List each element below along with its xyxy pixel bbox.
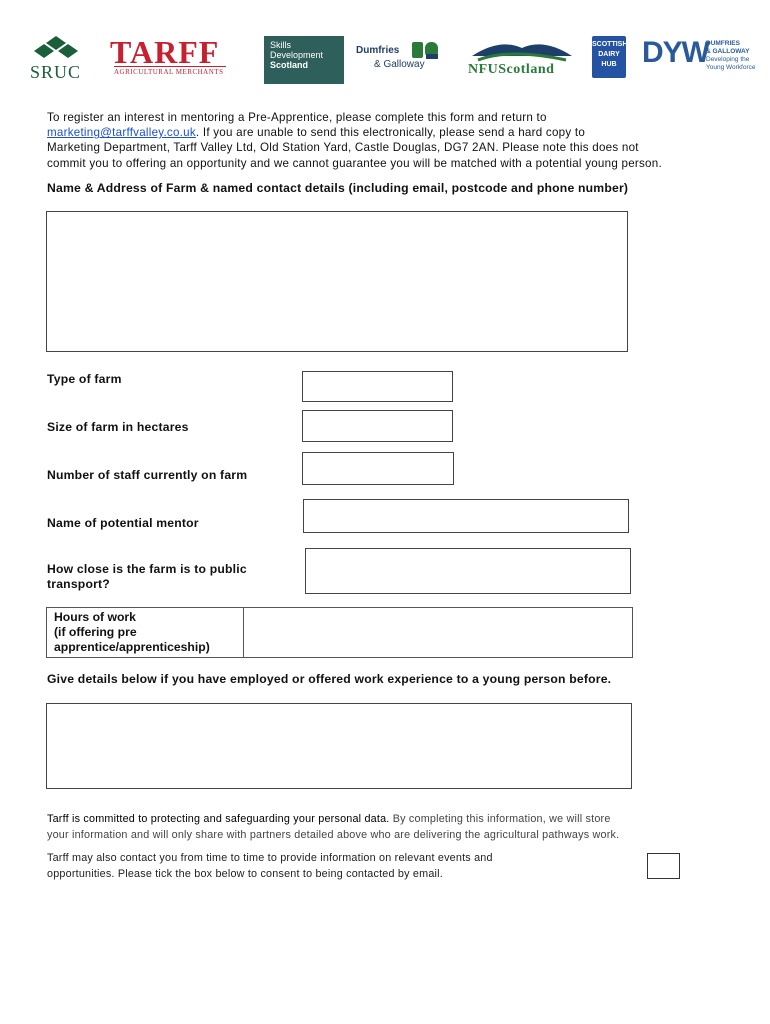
name-address-label: Name & Address of Farm & named contact details (including email, postcode and phone number): [47, 181, 629, 195]
farm-size-label: Size of farm in hectares: [47, 420, 189, 434]
dairy-line-1: SCOTTISH: [592, 41, 628, 48]
transport-label-line-1: How close is the farm is to public: [47, 562, 247, 576]
sds-line-1: Skills: [270, 40, 292, 50]
dairy-line-2: DAIRY: [598, 51, 620, 58]
intro-line-2: [47, 125, 727, 140]
staff-count-label: Number of staff currently on farm: [47, 468, 248, 482]
intro-line-2-rest: . If you are unable to send this electronically, please send a hard copy to: [195, 126, 586, 140]
experience-field[interactable]: [46, 703, 632, 789]
hours-label-line-2: (if offering pre: [54, 625, 137, 639]
name-address-field[interactable]: [46, 211, 628, 352]
dyw-sub-line-3: Developing the: [706, 56, 750, 63]
hours-of-work-label: [47, 608, 244, 658]
nfu-scotland-logo-text: NFUScotland: [468, 62, 555, 77]
hours-label-line-3: apprentice/apprenticeship): [54, 640, 210, 654]
privacy-line-2: your information and will only share with partners detailed above who are delivering the agricultural pathways work.: [47, 828, 620, 841]
consent-line-1: Tarff may also contact you from time to time to provide information on relevant events and: [47, 852, 493, 864]
intro-line-1: To register an interest in mentoring a Pre-Apprentice, please complete this form and return to: [47, 111, 547, 124]
tarff-logo-text: TARFF: [110, 34, 220, 70]
skills-development-scotland-logo: [264, 36, 344, 84]
privacy-strong: Tarff is committed to protecting and safeguarding your personal data.: [47, 813, 390, 825]
hours-of-work-field[interactable]: [244, 608, 633, 658]
consent-line-2: opportunities. Please tick the box below to consent to being contacted by email.: [47, 867, 443, 880]
sds-line-2: Development: [270, 50, 324, 60]
transport-label: [47, 562, 247, 592]
privacy-statement: [47, 812, 737, 843]
intro-line-4: commit you to offering an opportunity and we cannot guarantee you will be matched with a potential young person.: [47, 156, 662, 170]
email-link[interactable]: marketing@tarffvalley.co.uk: [47, 126, 196, 140]
sds-line-3: Scotland: [270, 60, 309, 70]
privacy-rest: By completing this information, we will store: [389, 813, 611, 825]
type-of-farm-label: Type of farm: [47, 372, 122, 386]
consent-statement: [47, 851, 627, 882]
sruc-logo-text: SRUC: [30, 62, 82, 82]
intro-paragraph: [47, 110, 727, 171]
dyw-sub-line-4: Young Workforce: [706, 64, 756, 71]
staff-count-field[interactable]: [302, 452, 454, 485]
dairy-line-3: HUB: [601, 61, 617, 68]
privacy-line-1: [47, 812, 737, 828]
email-consent-checkbox[interactable]: [647, 853, 680, 879]
farm-size-field[interactable]: [302, 410, 453, 442]
dg-line-1: Dumfries: [356, 45, 400, 56]
hours-label-line-1: Hours of work: [54, 610, 136, 624]
transport-label-line-2: transport?: [47, 577, 110, 591]
dg-line-2: & Galloway: [374, 59, 425, 70]
dyw-sub-line-1: DUMFRIES: [706, 40, 740, 47]
tarff-logo-subtitle: AGRICULTURAL MERCHANTS: [114, 66, 226, 76]
mentor-name-label: Name of potential mentor: [47, 516, 199, 530]
scottish-dairy-hub-logo: [592, 36, 626, 78]
experience-label: Give details below if you have employed or offered work experience to a young person before.: [47, 672, 612, 686]
nfu-scotland-hills-icon: [470, 38, 574, 64]
dumfries-galloway-mark-icon: [410, 40, 440, 62]
dyw-sub-line-2: & GALLOWAY: [706, 48, 750, 55]
hours-of-work-table: [46, 607, 633, 658]
type-of-farm-field[interactable]: [302, 371, 453, 402]
mentor-name-field[interactable]: [303, 499, 629, 533]
intro-line-3: Marketing Department, Tarff Valley Ltd, Old Station Yard, Castle Douglas, DG7 2AN. Please note this does not: [47, 141, 639, 155]
dyw-logo-subtitle: [706, 40, 766, 72]
dyw-logo-text: DYW: [642, 36, 709, 69]
transport-field[interactable]: [305, 548, 631, 594]
